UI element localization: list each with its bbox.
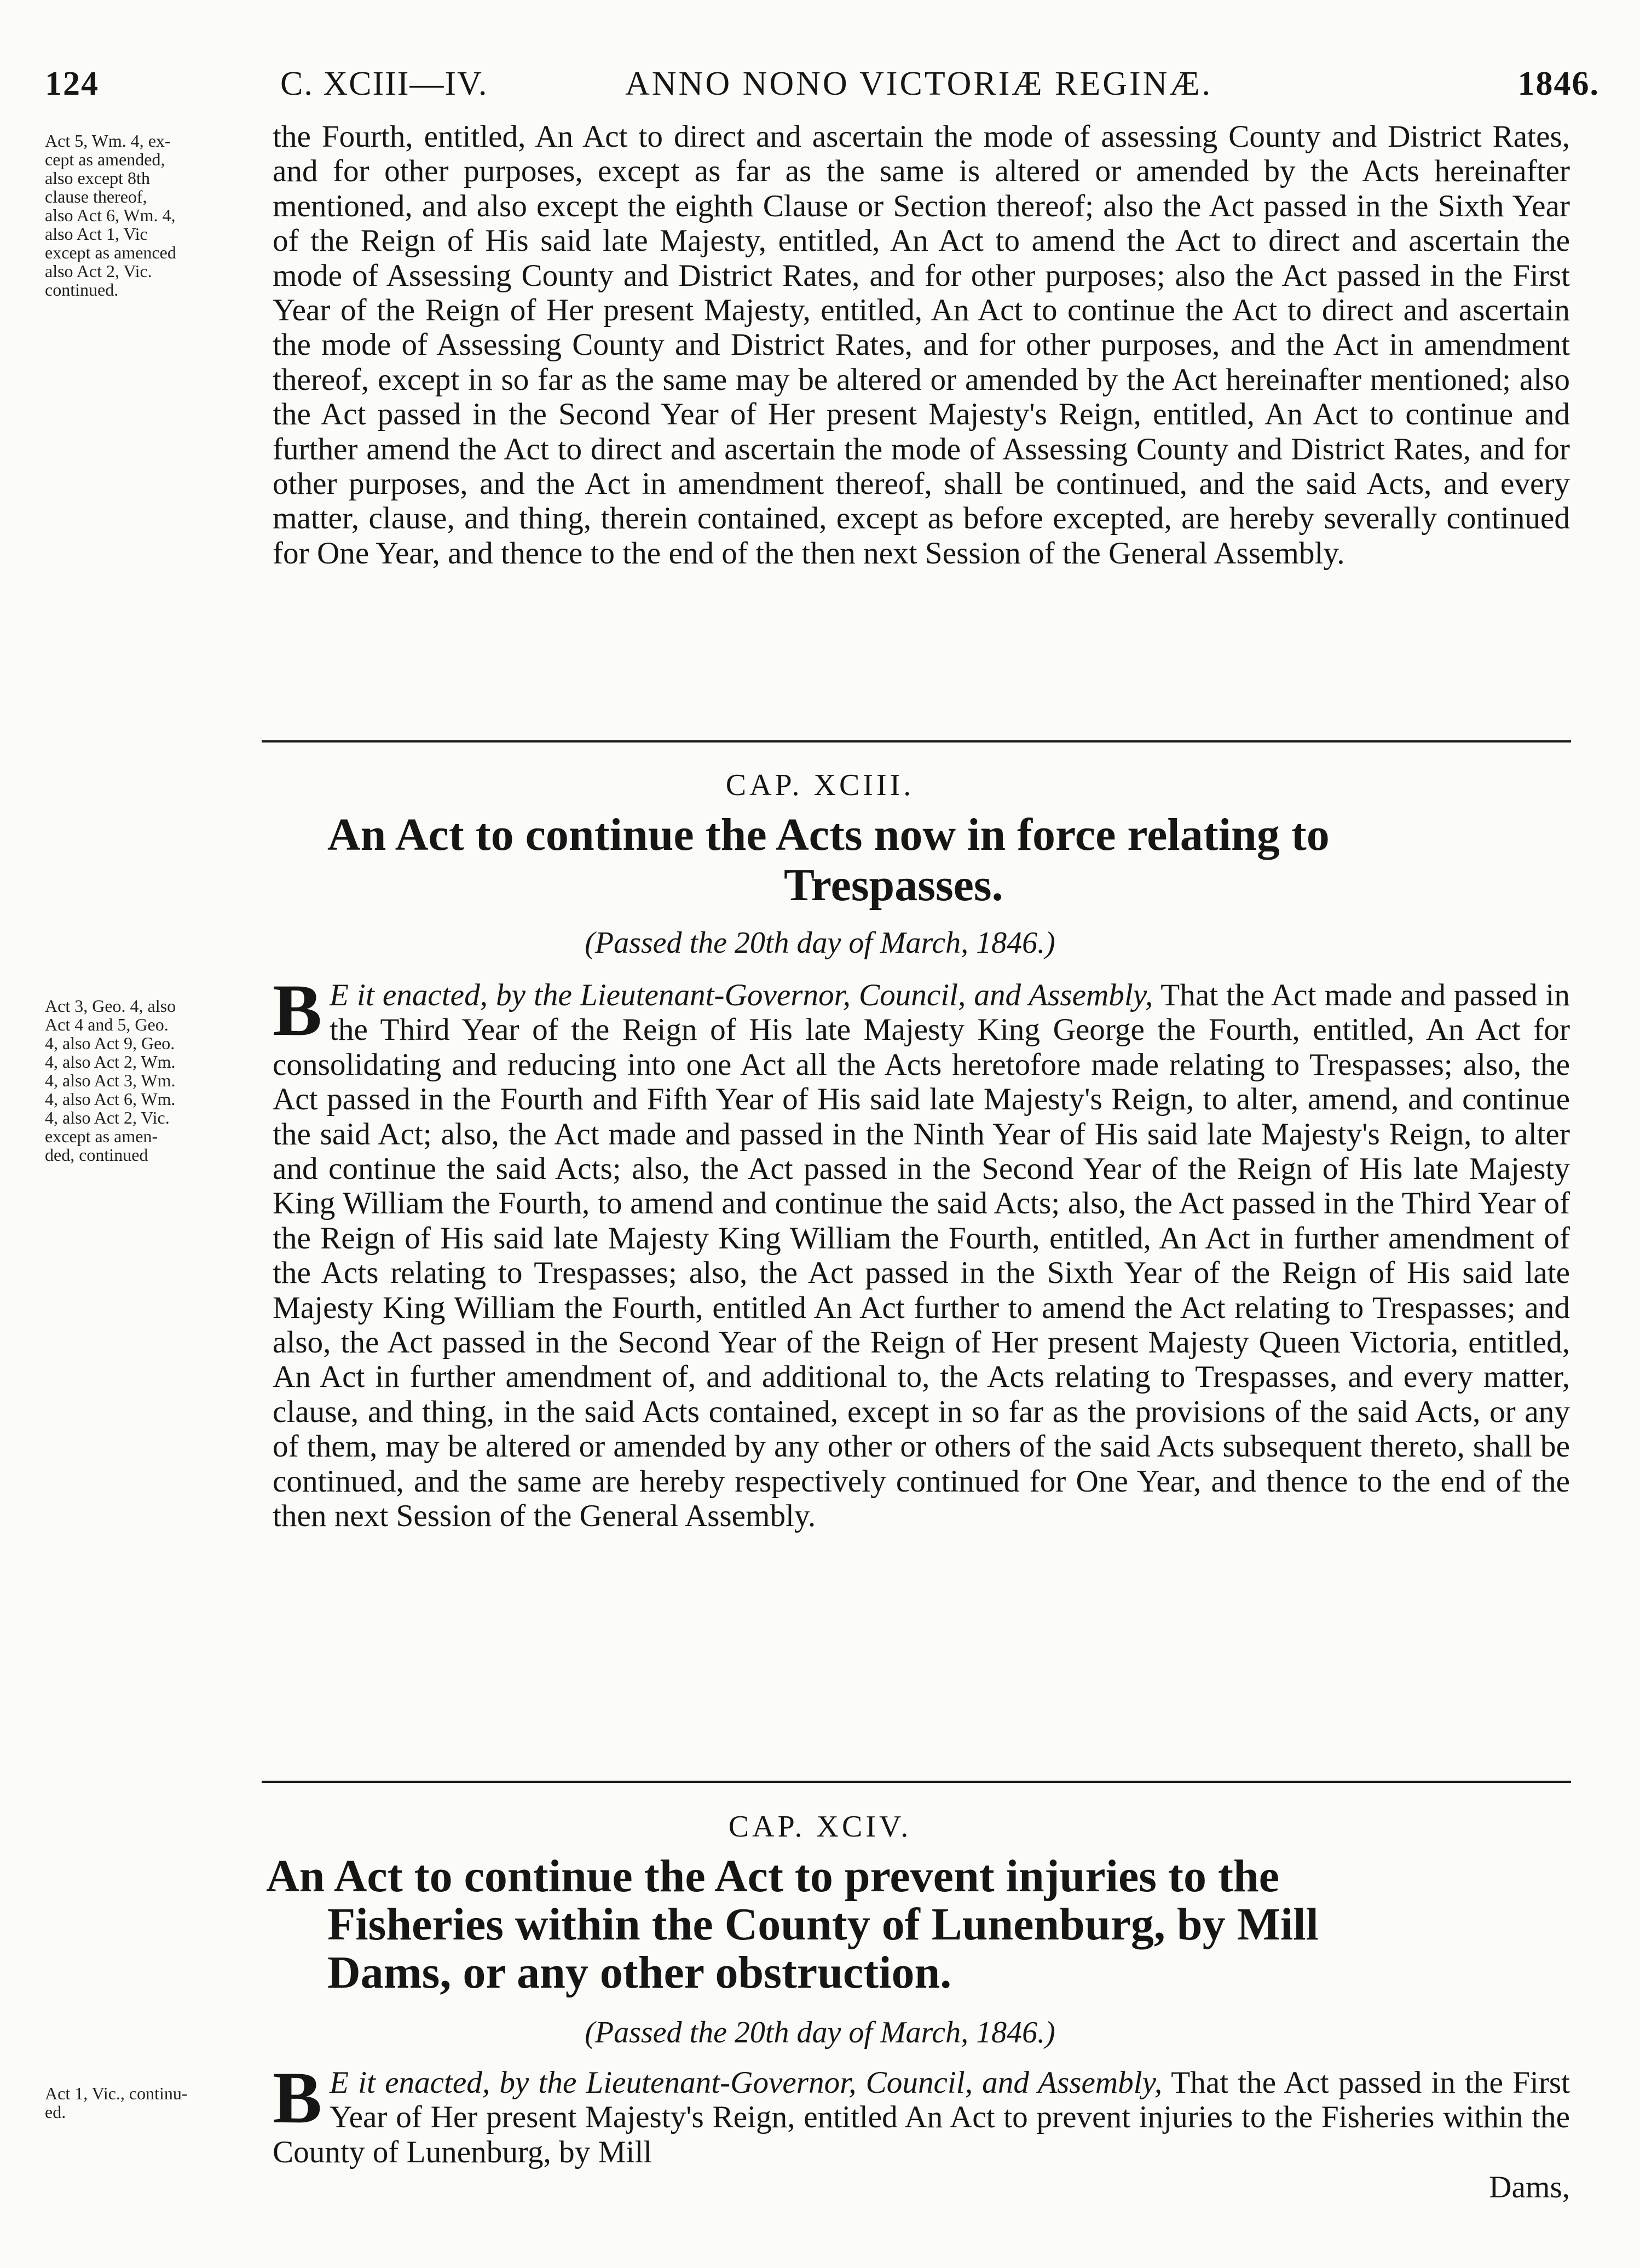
cap-xciii-body: That the Act made and passed in the Third Year of the Reign of His late Majesty King George the Fourth, entitled, An Act for consolidating and reducing into one Act all the Acts heretofore made relating to Trespasses; also, the Act passed in the Fourth and Fifth Year of His said late Majesty's Reign, to alter, amend, and continue the said Act; also, the Act made and passed in the Ninth Year of His said late Majesty's Reign, to alter and continue the said Acts; also, the Act passed in the Second Year of the Reign of His late Majesty King William the Fourth, to amend and continue the said Acts; also, the Act passed in the Third Year of the Reign of His said late Majesty King William the Fourth, entitled, An Act in further amendment of the Acts relating to Trespasses; also, the Act passed in the Sixth Year of the Reign of His said late Majesty King William the Fourth, entitled An Act further to amend the Act relating to Trespasses; and also, the Act passed in the Second Year of the Reign of Her present Majesty Queen Victoria, entitled, An Act in further amendment of, and additional to, the Acts relating to Trespasses, and every matter, clause, and thing, in the said Acts contained, except in so far as the provisions of the said Acts, or any of them, may be altered or amended by any other or others of the said Acts subsequent thereto, shall be continued, and the same are hereby respectively continued for One Year, and thence to the end of the then next Session of the General Assembly. <box>273 978 1570 1534</box>
section-divider <box>262 740 1571 742</box>
enacting-formula: E it enacted, by the Lieutenant-Governor, Council, and Assembly, <box>330 2065 1163 2100</box>
chapter-range: C. XCIII—IV. <box>280 65 488 102</box>
enacting-formula: E it enacted, by the Lieutenant-Governor, Council, and Assembly, <box>330 978 1153 1012</box>
cap-xciv-title-line3: Dams, or any other obstruction. <box>327 1947 952 1998</box>
running-head <box>45 65 1599 114</box>
cap-xciv-body: That the Act passed in the First Year of Her present Majesty's Reign, entitled An Act to prevent injuries to the Fisheries within the County of Lunenburg, by Mill <box>273 2065 1570 2169</box>
cap-xciv-enacting-paragraph <box>273 2057 1570 2169</box>
cap-xciv-title-line1: An Act to continue the Act to prevent injuries to the <box>266 1851 1279 1902</box>
cap-xciv-heading: CAP. XCIV. <box>728 1810 912 1844</box>
margin-note-cap-xciv: Act 1, Vic., continu- ed. <box>45 2083 188 2122</box>
cap-xciii-passed-date: (Passed the 20th day of March, 1846.) <box>585 926 1055 960</box>
cap-xciv-title-line2: Fisheries within the County of Lunenburg, by Mill <box>327 1899 1319 1950</box>
year-heading: 1846. <box>1517 65 1599 102</box>
catchword: Dams, <box>1489 2170 1570 2204</box>
drop-cap: B <box>273 2057 322 2139</box>
margin-note-continuation: Act 5, Wm. 4, ex- cept as amended, also except 8th clause thereof, also Act 6, Wm. 4, also Act 1, Vic except as amenced also Act 2, Vic. continued. <box>45 131 176 300</box>
cap-xciii-title-line1: An Act to continue the Acts now in force relating to <box>327 809 1330 860</box>
continuation-paragraph: the Fourth, entitled, An Act to direct and ascertain the mode of assessing County and District Rates, and for other purposes, except as far as the same is altered or amended by the Acts hereinafter mentioned, and also except the eighth Clause or Section thereof; also the Act passed in the Sixth Year of the Reign of His said late Majesty, entitled, An Act to amend the Act to direct and ascertain the mode of Assessing County and District Rates, and for other purposes; also the Act passed in the First Year of the Reign of Her present Majesty, entitled, An Act to continue the Act to direct and ascertain the mode of Assessing County and District Rates, and for other purposes, and the Act in amendment thereof, except in so far as the same may be altered or amended by the Act hereinafter mentioned; also the Act passed in the Second Year of Her present Majesty's Reign, entitled, An Act to continue and further amend the Act to direct and ascertain the mode of Assessing County and District Rates, and for other purposes, and the Act in amendment thereof, shall be continued, and the said Acts, and every matter, clause, and thing, therein contained, except as before excepted, are hereby severally continued for One Year, and thence to the end of the then next Session of the General Assembly. <box>273 119 1570 571</box>
margin-note-cap-xciii: Act 3, Geo. 4, also Act 4 and 5, Geo. 4, also Act 9, Geo. 4, also Act 2, Wm. 4, also Act 3, Wm. 4, also Act 6, Wm. 4, also Act 2, Vic. except as amen- ded, continued <box>45 996 176 1165</box>
drop-cap: B <box>273 970 322 1051</box>
page-number: 124 <box>45 65 99 102</box>
cap-xciii-enacting-paragraph <box>273 970 1570 1534</box>
cap-xciii-heading: CAP. XCIII. <box>725 768 915 802</box>
cap-xciii-title-line2: Trespasses. <box>784 860 1003 911</box>
regnal-heading: ANNO NONO VICTORIÆ REGINÆ. <box>625 65 1213 102</box>
cap-xciv-passed-date: (Passed the 20th day of March, 1846.) <box>585 2016 1055 2050</box>
section-divider <box>262 1781 1571 1783</box>
